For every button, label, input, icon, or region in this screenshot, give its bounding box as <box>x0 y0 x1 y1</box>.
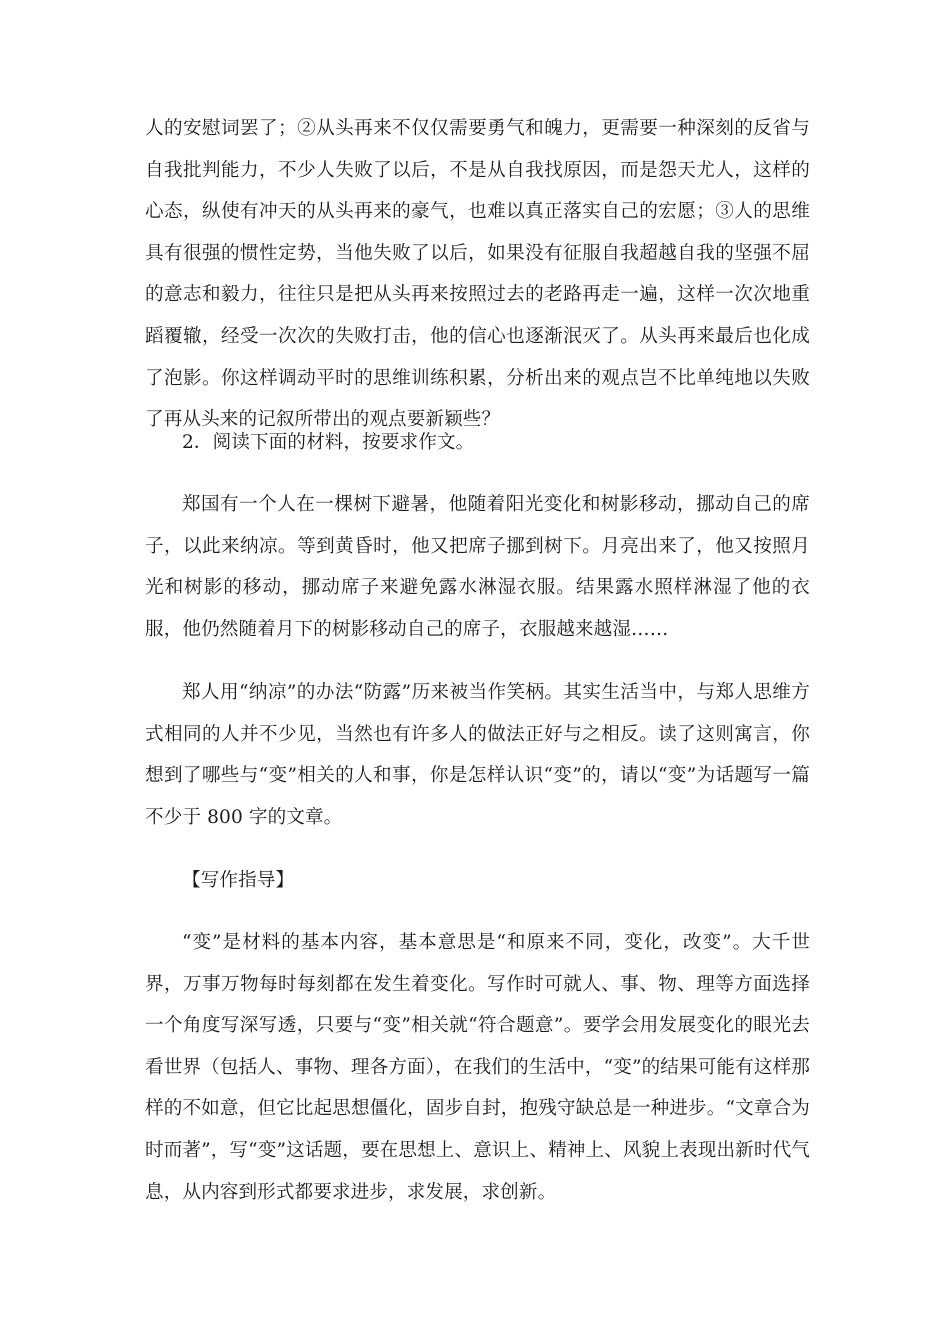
task-number-heading: 2．阅读下面的材料，按要求作文。 <box>182 432 475 453</box>
prompt-paragraph: 郑人用“纳凉”的办法“防露”历来被当作笑柄。其实生活当中，与郑人思维方式相同的人并不少见，当然也有许多人的做法正好与之相反。读了这则寓言，你想到了哪些与“变”相关的人和事，你是怎样认识“变”的，请以“变”为话题写一篇不少于 800 字的文章。 <box>145 682 810 828</box>
analysis-paragraph: 人的安慰词罢了；②从头再来不仅仅需要勇气和魄力，更需要一种深刻的反省与自我批判能力，不少人失败了以后，不是从自我找原因，而是怨天尤人，这样的心态，纵使有冲天的从头再来的豪气，也难以真正落实自己的宏愿；③人的思维具有很强的惯性定势，当他失败了以后，如果没有征服自我超越自我的坚强不屈的意志和毅力，往往只是把从头再来按照过去的老路再走一遍，这样一次次地重蹈覆辙，经受一次次的失败打击，他的信心也逐渐泯灭了。从头再来最后也化成了泡影。你这样调动平时的思维训练积累，分析出来的观点岂不比单纯地以失败了再从头来的记叙所带出的观点要新颖些？ <box>145 118 810 431</box>
writing-guide-heading: 【写作指导】 <box>182 870 295 891</box>
writing-guide-paragraph: “变”是材料的基本内容，基本意思是“和原来不同，变化，改变”。大千世界，万事万物每时每刻都在发生着变化。写作时可就人、事、物、理等方面选择一个角度写深写透，只要与“变”相关就“符合题意”。要学会用发展变化的眼光去看世界（包括人、事物、理各方面），在我们的生活中，“变”的结果可能有这样那样的不如意，但它比起思想僵化，固步自封，抱残守缺总是一种进步。“文章合为时而著”，写“变”这话题，要在思想上、意识上、精神上、风貌上表现出新时代气息，从内容到形式都要求进步，求发展，求创新。 <box>145 932 810 1203</box>
story-paragraph: 郑国有一个人在一棵树下避暑，他随着阳光变化和树影移动，挪动自己的席子，以此来纳凉。等到黄昏时，他又把席子挪到树下。月亮出来了，他又按照月光和树影的移动，挪动席子来避免露水淋湿衣服。结果露水照样淋湿了他的衣服，他仍然随着月下的树影移动自己的席子，衣服越来越湿…… <box>145 494 810 640</box>
